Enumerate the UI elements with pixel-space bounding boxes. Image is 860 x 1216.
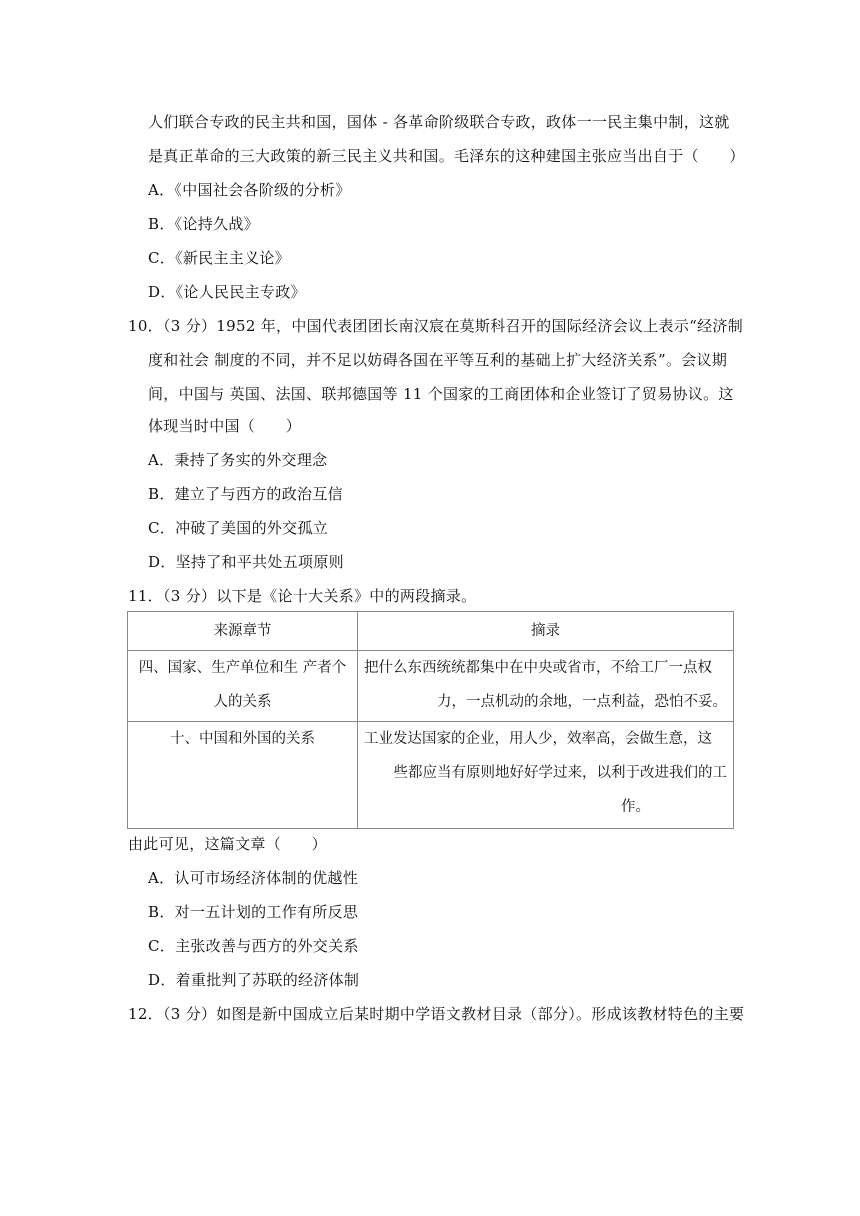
q9-stem-line-2: 是真正革命的三大政策的新三民主义共和国。毛泽东的这种建国主张应当出自于（ ） [148,147,745,165]
source-line: 人的关系 [213,694,272,710]
table-cell-excerpt [358,651,734,722]
q9-option-c: C．《新民主主义论》 [148,249,290,267]
q10-option-c: C．冲破了美国的外交孤立 [148,519,329,537]
excerpt-line: 些都应当有原则地好好学过来，以利于改进我们的工 [393,765,727,781]
table-header-row [128,612,734,651]
q11-option-a: A．认可市场经济体制的优越性 [148,869,359,887]
q10-stem-line-2: 度和社会 制度的不同，并不足以妨碍各国在平等互利的基础上扩大经济关系”。会议期 [148,351,728,369]
q10-option-b: B．建立了与西方的政治互信 [148,485,343,503]
q11-after-table: 由此可见，这篇文章（ ） [128,835,327,853]
q10-stem-line-4: 体现当时中国（ ） [148,417,302,435]
q9-option-b: B．《论持久战》 [148,215,259,233]
table-cell-excerpt [358,722,734,829]
q10-option-a: A．秉持了务实的外交理念 [148,451,328,469]
source-line: 十、中国和外国的关系 [170,731,315,747]
q11-option-b: B．对一五计划的工作有所反思 [148,903,359,921]
q11-option-d: D．着重批判了苏联的经济体制 [148,971,360,989]
excerpt-line: 力，一点机动的余地，一点利益，恐怕不妥。 [437,694,727,710]
table-header-source: 来源章节 [128,612,358,651]
source-line: 四、国家、生产单位和生 产者个 [138,660,347,676]
q9-option-d: D．《论人民民主专政》 [148,283,306,301]
q11-option-c: C．主张改善与西方的外交关系 [148,937,359,955]
q12-stem-line-1: 12．（3 分）如图是新中国成立后某时期中学语文教材目录（部分）。形成该教材特色的主要 [128,1005,745,1023]
q10-option-d: D．坚持了和平共处五项原则 [148,553,344,571]
excerpt-line: 把什么东西统统都集中在中央或省市，不给工厂一点权 [364,660,712,676]
table-header-excerpt: 摘录 [358,612,734,651]
excerpt-line: 工业发达国家的企业，用人少，效率高，会做生意，这 [364,731,712,747]
q10-stem-line-3: 间，中国与 英国、法国、联邦德国等 11 个国家的工商团体和企业签订了贸易协议。这 [148,385,734,403]
table-row [128,651,734,722]
q10-stem-line-1: 10．（3 分）1952 年，中国代表团团长南汉宸在莫斯科召开的国际经济会议上表示“经济制 [128,317,744,335]
excerpt-line: 作。 [621,799,650,815]
q9-option-a: A．《中国社会各阶级的分析》 [148,181,351,199]
table-cell-source [128,651,358,722]
table-cell-source [128,722,358,829]
q9-stem-line-1: 人们联合专政的民主共和国，国体 - 各革命阶级联合专政，政体一一民主集中制，这就 [148,113,730,131]
q11-stem: 11．（3 分）以下是《论十大关系》中的两段摘录。 [128,587,477,605]
excerpt-table [127,611,734,829]
table-row [128,722,734,829]
